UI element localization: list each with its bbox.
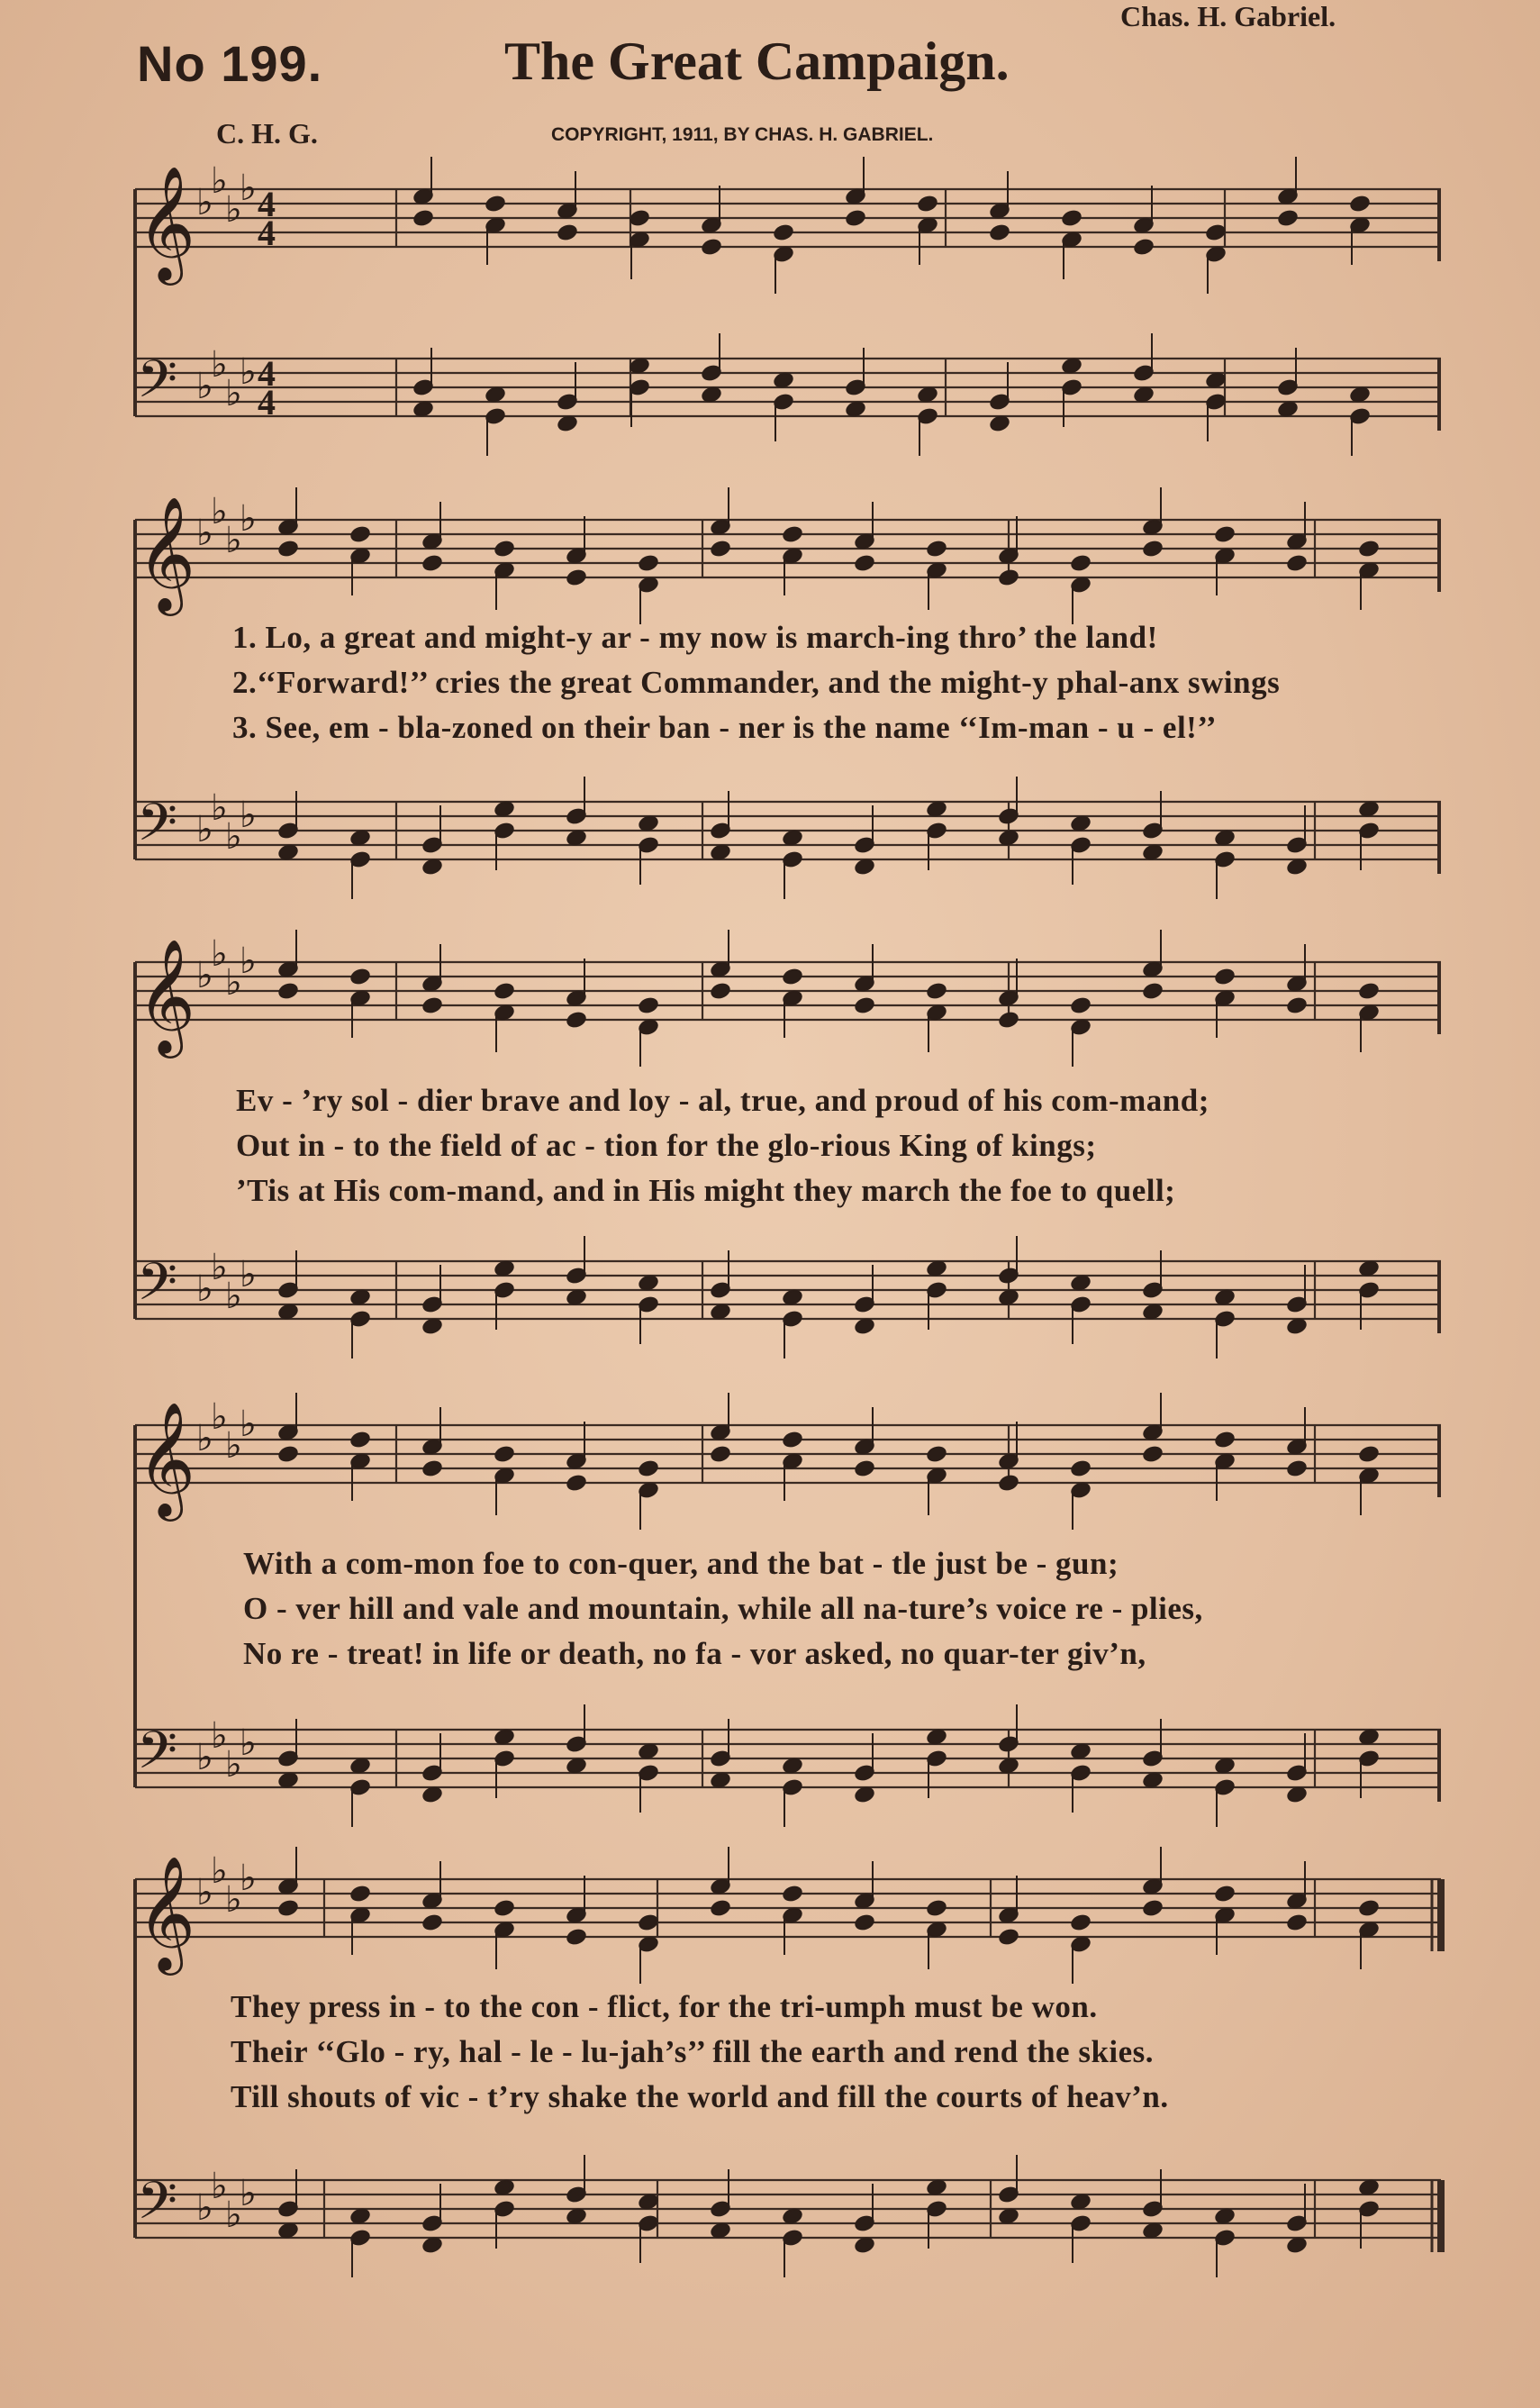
note-head — [1358, 982, 1380, 1000]
svg-text:𝄢: 𝄢 — [137, 2170, 178, 2244]
note-head — [1133, 238, 1155, 256]
note-head — [1061, 209, 1083, 227]
flat-icon: ♭ — [211, 1850, 228, 1892]
note-head — [845, 209, 866, 227]
flat-icon: ♭ — [196, 1268, 213, 1310]
note-head — [854, 554, 875, 572]
flat-icon: ♭ — [225, 373, 242, 414]
note-head — [638, 554, 659, 572]
svg-text:𝄞: 𝄞 — [137, 495, 196, 611]
note-head — [277, 540, 299, 558]
flat-icon: ♭ — [196, 809, 213, 850]
note-head — [1142, 540, 1164, 558]
flat-icon: ♭ — [211, 491, 228, 532]
lyric-s3-v1: Ev - ’ry sol - dier brave and loy - al, true, and proud of his com-mand; — [236, 1083, 1209, 1118]
lyric-s2-v2: 2.‘‘Forward!’’ cries the great Commander, and the might-y phal-anx swings — [232, 665, 1281, 700]
flat-icon: ♭ — [240, 1722, 257, 1764]
note-head — [1070, 1459, 1092, 1477]
note-head — [926, 540, 947, 558]
svg-text:𝄞: 𝄞 — [137, 938, 196, 1053]
flat-icon: ♭ — [225, 1744, 242, 1786]
note-head — [421, 996, 443, 1014]
flat-icon: ♭ — [240, 498, 257, 540]
note-head — [710, 1445, 731, 1463]
note-head — [494, 1899, 515, 1917]
svg-text:𝄞: 𝄞 — [137, 1401, 196, 1516]
staff-bass-3 — [135, 1261, 1441, 1319]
note-head — [773, 223, 794, 241]
note-head — [1349, 195, 1371, 213]
note-head — [566, 1011, 587, 1029]
note-head — [485, 195, 506, 213]
flat-icon: ♭ — [211, 2166, 228, 2207]
note-head — [349, 1885, 371, 1903]
flat-icon: ♭ — [196, 955, 213, 996]
note-head — [277, 1899, 299, 1917]
flat-icon: ♭ — [240, 1254, 257, 1295]
note-head — [917, 195, 938, 213]
lyric-s3-v2: Out in - to the field of ac - tion for the glo-rious King of kings; — [236, 1128, 1097, 1163]
note-head — [277, 982, 299, 1000]
flat-icon: ♭ — [196, 1737, 213, 1778]
svg-text:4: 4 — [258, 382, 276, 423]
copyright-notice: COPYRIGHT, 1911, BY CHAS. H. GABRIEL. — [551, 124, 934, 145]
note-head — [782, 1885, 803, 1903]
lyric-s5-v2: Their ‘‘Glo - ry, hal - le - lu-jah’s’’ fill the earth and rend the skies. — [231, 2034, 1155, 2069]
note-head — [1358, 1445, 1380, 1463]
lyric-s2-v1: 1. Lo, a great and might-y ar - my now is march-ing thro’ the land! — [232, 620, 1158, 655]
flat-icon: ♭ — [240, 1404, 257, 1445]
note-head — [926, 1899, 947, 1917]
music-credit: Chas. H. Gabriel. — [1120, 0, 1336, 32]
note-head — [782, 1431, 803, 1449]
note-head — [926, 982, 947, 1000]
note-head — [854, 1459, 875, 1477]
lyric-s4-v1: With a com-mon foe to con-quer, and the bat - tle just be - gun; — [243, 1546, 1119, 1581]
flat-icon: ♭ — [225, 189, 242, 231]
flat-icon: ♭ — [225, 1425, 242, 1467]
note-head — [566, 1474, 587, 1492]
note-head — [1142, 982, 1164, 1000]
note-head — [1286, 554, 1308, 572]
note-head — [1070, 554, 1092, 572]
note-head — [1070, 1913, 1092, 1931]
words-credit: C. H. G. — [216, 117, 318, 150]
note-head — [1142, 1899, 1164, 1917]
flat-icon: ♭ — [240, 168, 257, 209]
flat-icon: ♭ — [240, 2173, 257, 2214]
flat-icon: ♭ — [240, 795, 257, 836]
note-head — [782, 525, 803, 543]
note-head — [638, 1459, 659, 1477]
note-head — [1358, 540, 1380, 558]
lyric-s2-v3: 3. See, em - bla-zoned on their ban - ner is the name ‘‘Im-man - u - el!’’ — [232, 710, 1218, 745]
note-head — [421, 1459, 443, 1477]
flat-icon: ♭ — [211, 160, 228, 202]
flat-icon: ♭ — [225, 1276, 242, 1317]
flat-icon: ♭ — [211, 1396, 228, 1438]
note-head — [349, 1431, 371, 1449]
flat-icon: ♭ — [196, 2187, 213, 2229]
note-head — [421, 554, 443, 572]
note-head — [998, 1474, 1019, 1492]
staff-bass-5 — [135, 2180, 1441, 2238]
note-head — [629, 209, 650, 227]
flat-icon: ♭ — [240, 1858, 257, 1899]
flat-icon: ♭ — [211, 787, 228, 829]
note-head — [638, 996, 659, 1014]
note-head — [412, 209, 434, 227]
flat-icon: ♭ — [240, 940, 257, 982]
svg-text:𝄢: 𝄢 — [137, 792, 178, 866]
note-head — [998, 1011, 1019, 1029]
time-signature-top: 4 — [258, 184, 276, 224]
note-head — [1214, 525, 1236, 543]
note-head — [638, 1913, 659, 1931]
note-head — [421, 1913, 443, 1931]
note-head — [701, 238, 722, 256]
note-head — [277, 1445, 299, 1463]
flat-icon: ♭ — [211, 1247, 228, 1288]
hymn-number: No 199. — [137, 35, 323, 92]
svg-text:4: 4 — [258, 353, 276, 394]
flat-icon: ♭ — [196, 366, 213, 407]
flat-icon: ♭ — [196, 182, 213, 223]
staff-bass-4 — [135, 1730, 1441, 1787]
bass-clef-icon: 𝄢 — [137, 349, 178, 423]
note-head — [926, 1445, 947, 1463]
note-head — [1358, 1899, 1380, 1917]
note-head — [710, 1899, 731, 1917]
note-head — [1286, 1459, 1308, 1477]
note-head — [494, 1445, 515, 1463]
flat-icon: ♭ — [211, 344, 228, 386]
flat-icon: ♭ — [225, 962, 242, 1004]
note-head — [854, 996, 875, 1014]
note-head — [1205, 223, 1227, 241]
svg-text:𝄢: 𝄢 — [137, 1251, 178, 1325]
note-head — [710, 540, 731, 558]
flat-icon: ♭ — [196, 1872, 213, 1913]
note-head — [566, 1928, 587, 1946]
note-head — [1286, 1913, 1308, 1931]
note-head — [1214, 1885, 1236, 1903]
staff-bass-2 — [135, 802, 1441, 859]
svg-text:𝄢: 𝄢 — [137, 1720, 178, 1794]
note-head — [854, 1913, 875, 1931]
note-head — [998, 568, 1019, 586]
flat-icon: ♭ — [225, 1879, 242, 1921]
note-head — [1214, 1431, 1236, 1449]
note-head — [1277, 209, 1299, 227]
svg-text:𝄞: 𝄞 — [137, 1855, 196, 1970]
flat-icon: ♭ — [240, 351, 257, 393]
note-head — [349, 525, 371, 543]
note-head — [566, 568, 587, 586]
time-signature-bottom: 4 — [258, 213, 276, 253]
note-head — [989, 223, 1010, 241]
flat-icon: ♭ — [225, 816, 242, 858]
lyric-s5-v3: Till shouts of vic - t’ry shake the world and fill the courts of heav’n. — [231, 2079, 1169, 2114]
flat-icon: ♭ — [211, 933, 228, 975]
note-head — [349, 968, 371, 986]
note-head — [998, 1928, 1019, 1946]
note-head — [1286, 996, 1308, 1014]
hymn-title: The Great Campaign. — [504, 32, 1010, 91]
note-head — [1214, 968, 1236, 986]
lyric-s3-v3: ’Tis at His com-mand, and in His might they march the foe to quell; — [236, 1173, 1176, 1208]
note-head — [1070, 996, 1092, 1014]
treble-clef-icon: 𝄞 — [137, 165, 196, 280]
flat-icon: ♭ — [225, 2194, 242, 2236]
lyric-s4-v2: O - ver hill and vale and mountain, while all na-ture’s voice re - plies, — [243, 1591, 1203, 1626]
flat-icon: ♭ — [225, 520, 242, 561]
note-head — [494, 982, 515, 1000]
flat-icon: ♭ — [196, 1418, 213, 1459]
note-head — [1142, 1445, 1164, 1463]
lyric-s5-v1: They press in - to the con - flict, for the tri-umph must be won. — [231, 1989, 1098, 2024]
note-head — [557, 223, 578, 241]
note-head — [782, 968, 803, 986]
note-head — [710, 982, 731, 1000]
lyric-s4-v3: No re - treat! in life or death, no fa - vor asked, no quar-ter giv’n, — [243, 1636, 1146, 1671]
flat-icon: ♭ — [196, 513, 213, 554]
flat-icon: ♭ — [211, 1715, 228, 1757]
note-head — [494, 540, 515, 558]
